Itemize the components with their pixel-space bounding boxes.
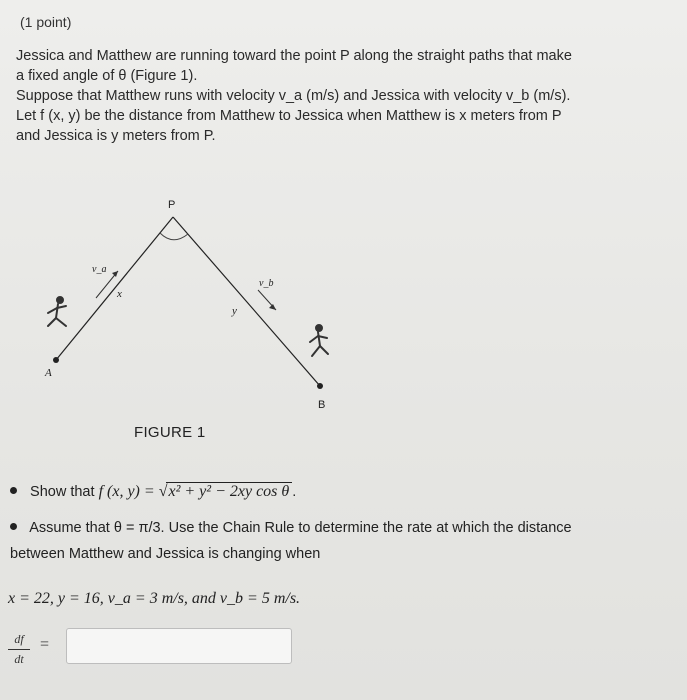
bullet-1-suffix: . — [292, 484, 297, 500]
bullet-assume — [10, 520, 572, 536]
problem-line-3: Suppose that Matthew runs with velocity v_a (m/s) and Jessica with velocity v_b (m/s). — [16, 88, 571, 104]
problem-line-1: Jessica and Matthew are running toward the point P along the straight paths that make — [16, 48, 572, 64]
figure-caption: FIGURE 1 — [134, 424, 206, 441]
velocity-b-arrowhead — [269, 304, 276, 310]
label-vb: v_b — [259, 278, 274, 289]
point-A-dot — [53, 357, 59, 363]
label-B: B — [318, 399, 326, 411]
equals-sign: = — [40, 636, 50, 653]
bullet-2-line-2: between Matthew and Jessica is changing when — [10, 546, 321, 562]
figure-1-diagram — [0, 180, 687, 420]
given-values — [8, 590, 300, 608]
bullet-dot — [10, 487, 17, 494]
answer-input[interactable] — [66, 628, 292, 664]
runner-matthew-icon — [48, 297, 66, 326]
label-A: A — [45, 367, 52, 379]
frac-bar — [8, 649, 30, 650]
label-x: x — [117, 288, 122, 300]
given-values-text: x = 22, y = 16, v_a = 3 m/s, and v_b = 5 m/s. — [8, 590, 301, 607]
bullet-assume-cont — [10, 546, 320, 562]
bullet-1-lhs: f (x, y) = — [98, 483, 155, 500]
frac-numerator: df — [14, 632, 24, 646]
bullet-show-that — [10, 482, 296, 501]
bullet-dot — [10, 523, 17, 530]
point-B-dot — [317, 383, 323, 389]
frac-denominator: dt — [14, 652, 24, 666]
problem-line-5: and Jessica is y meters from P. — [16, 128, 216, 144]
bullet-1-prefix: Show that — [30, 484, 95, 500]
derivative-df-dt — [8, 632, 30, 667]
runner-jessica-icon — [310, 325, 328, 356]
path-jessica — [173, 217, 320, 386]
label-P: P — [168, 199, 176, 211]
angle-theta-arc — [160, 233, 188, 240]
problem-statement — [16, 46, 676, 146]
points-label: (1 point) — [20, 14, 72, 30]
bullet-2-line-1: Assume that θ = π/3. Use the Chain Rule to determine the rate at which the distance — [29, 520, 572, 536]
problem-line-2: a fixed angle of θ (Figure 1). — [16, 68, 198, 84]
path-matthew — [56, 217, 173, 360]
problem-line-4: Let f (x, y) be the distance from Matthew to Jessica when Matthew is x meters from P — [16, 108, 562, 124]
bullet-1-radicand: x² + y² − 2xy cos θ — [166, 482, 292, 501]
velocity-a-arrowhead — [112, 271, 118, 277]
sqrt-sign: √ — [158, 483, 168, 500]
label-va: v_a — [92, 264, 107, 275]
label-y: y — [232, 305, 237, 317]
